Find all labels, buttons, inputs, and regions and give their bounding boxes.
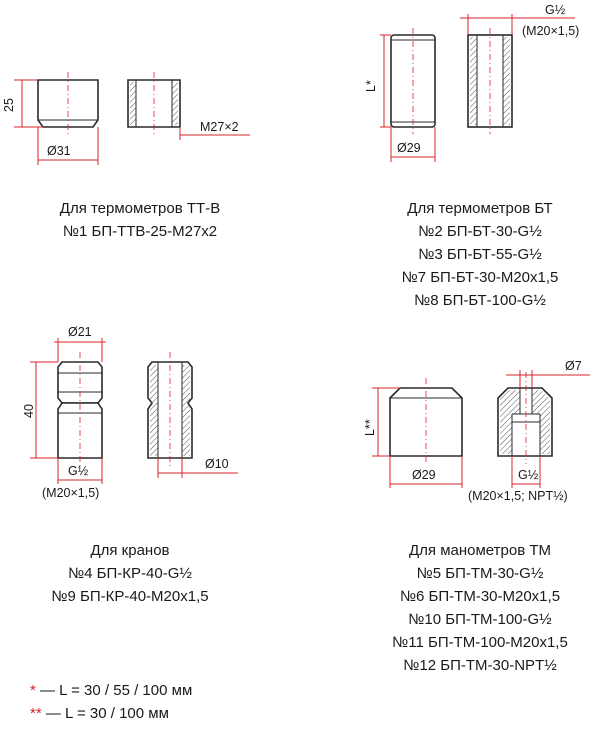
caption-item: №6 БП-ТМ-30-М20х1,5 xyxy=(399,588,561,605)
caption-title: Для термометров ТТ-В xyxy=(59,200,221,217)
drawing-bt xyxy=(364,3,579,162)
d1-thread: M27×2 xyxy=(200,120,239,134)
d2-diameter: Ø29 xyxy=(397,141,421,155)
caption-item: №3 БП-БТ-55-G½ xyxy=(418,246,542,263)
caption-item: №12 БП-ТМ-30-NPT½ xyxy=(403,657,557,674)
d2-length: L* xyxy=(364,80,378,92)
footnote xyxy=(30,679,192,702)
d3-height: 40 xyxy=(22,404,36,418)
caption-item: №11 БП-ТМ-100-М20х1,5 xyxy=(392,634,568,651)
caption-item: №2 БП-БТ-30-G½ xyxy=(418,223,542,240)
d4-diameter: Ø29 xyxy=(412,468,436,482)
caption-title: Для термометров БТ xyxy=(407,200,553,217)
drawing-kr xyxy=(22,325,238,500)
caption-item: №1 БП-ТТВ-25-М27х2 xyxy=(62,223,218,240)
d3-diameter: Ø21 xyxy=(68,325,92,339)
footnotes xyxy=(30,679,192,725)
caption-item: №8 БП-БТ-100-G½ xyxy=(414,292,546,309)
drawing-tm xyxy=(363,359,590,503)
d1-height: 25 xyxy=(2,98,16,112)
caption-item: №7 БП-БТ-30-М20х1,5 xyxy=(401,269,559,286)
caption-bt xyxy=(360,197,600,312)
footnote-text: — L = 30 / 55 / 100 мм xyxy=(35,682,193,699)
caption-item: №10 БП-ТМ-100-G½ xyxy=(408,611,552,628)
caption-item: №9 БП-КР-40-М20х1,5 xyxy=(51,588,209,605)
footnote-text: — L = 30 / 100 мм xyxy=(41,705,169,722)
footnote-mark: * xyxy=(30,682,36,699)
caption-item: №5 БП-ТМ-30-G½ xyxy=(416,565,544,582)
d4-thread-alt: (M20×1,5; NPT½) xyxy=(468,489,568,503)
d3-bore: Ø10 xyxy=(205,457,229,471)
d4-length: L** xyxy=(363,419,377,436)
caption-kr xyxy=(20,539,240,608)
caption-title: Для кранов xyxy=(90,542,170,559)
footnote xyxy=(30,702,192,725)
d1-diameter: Ø31 xyxy=(47,144,71,158)
caption-tt-v xyxy=(40,197,240,243)
d3-thread: G½ xyxy=(68,464,89,478)
d3-thread-alt: (M20×1,5) xyxy=(42,486,100,500)
caption-tm xyxy=(360,539,600,677)
d2-thread-alt: (M20×1,5) xyxy=(522,24,580,38)
caption-item: №4 БП-КР-40-G½ xyxy=(68,565,192,582)
footnote-mark: ** xyxy=(30,705,42,722)
d4-bore: Ø7 xyxy=(565,359,582,373)
caption-title: Для манометров ТМ xyxy=(409,542,551,559)
drawing-tt-v xyxy=(2,72,250,165)
d2-thread: G½ xyxy=(545,3,566,17)
d4-thread: G½ xyxy=(518,468,539,482)
